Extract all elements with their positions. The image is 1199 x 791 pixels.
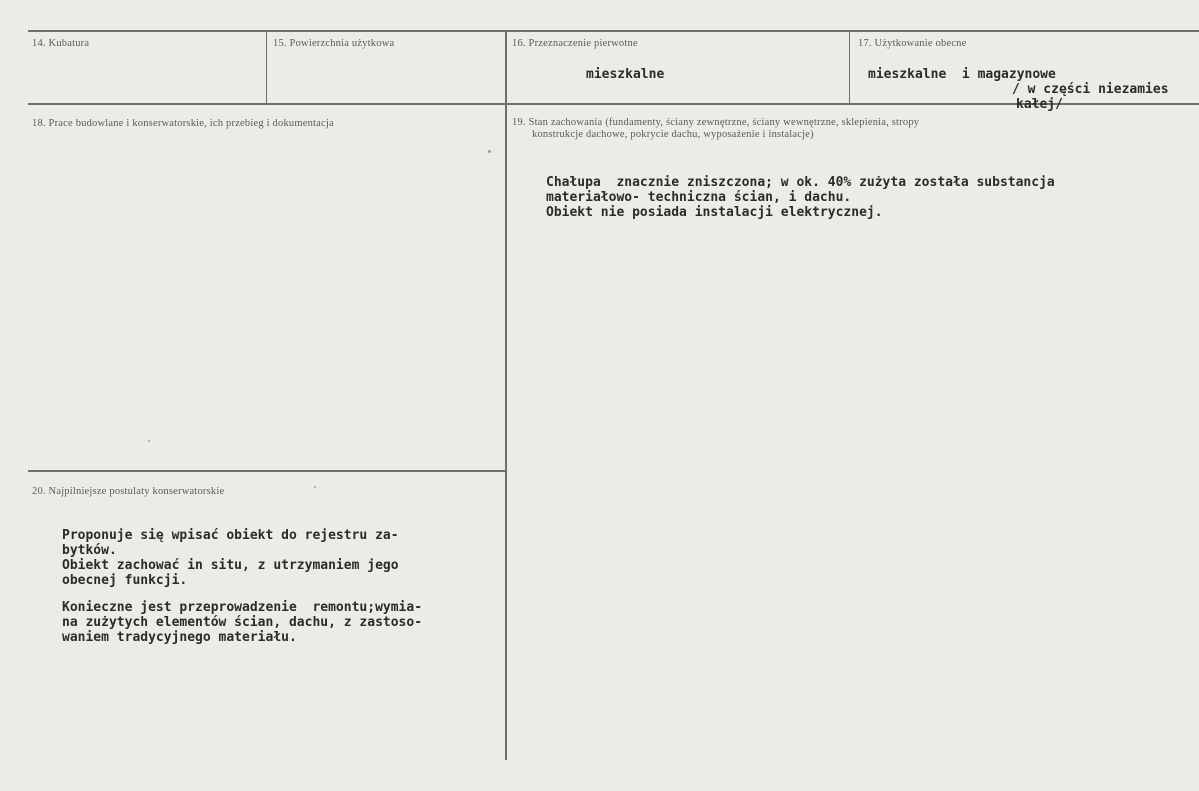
top-rule	[28, 30, 1199, 32]
field-17-value-line1: mieszkalne i magazynowe	[868, 67, 1056, 82]
divider-14-15	[266, 30, 267, 104]
field-19-label-line1: 19. Stan zachowania (fundamenty, ściany zewnętrzne, ściany wewnętrzne, sklepienia, stropy	[512, 117, 920, 128]
lower-left-rule	[28, 470, 507, 472]
field-16-value: mieszkalne	[586, 67, 665, 82]
field-15-label: 15. Powierzchnia użytkowa	[273, 38, 395, 49]
field-19-line-3: Obiekt nie posiada instalacji elektrycznej.	[546, 205, 883, 220]
field-20-line-2: bytków.	[62, 543, 117, 558]
field-17-value-line3: kałej/	[1016, 97, 1063, 112]
field-18-label: 18. Prace budowlane i konserwatorskie, ich przebieg i dokumentacja	[32, 118, 334, 129]
field-17-label: 17. Użytkowanie obecne	[858, 38, 967, 49]
field-19-line-2: materiałowo- techniczna ścian, i dachu.	[546, 190, 852, 205]
field-20-line-5: Konieczne jest przeprowadzenie remontu;wymia-	[62, 600, 423, 615]
field-20-line-4: obecnej funkcji.	[62, 573, 188, 588]
divider-16-17	[849, 30, 850, 104]
field-20-label: 20. Najpilniejsze postulaty konserwatorskie	[32, 486, 225, 497]
field-20-line-1: Proponuje się wpisać obiekt do rejestru za-	[62, 528, 399, 543]
field-20-line-3: Obiekt zachować in situ, z utrzymaniem jego	[62, 558, 399, 573]
field-19-label-line2: konstrukcje dachowe, pokrycie dachu, wyposażenie i instalacje)	[532, 129, 814, 140]
field-20-line-7: waniem tradycyjnego materiału.	[62, 630, 297, 645]
paper-speck	[314, 486, 316, 488]
field-20-line-6: na zużytych elementów ścian, dachu, z zastoso-	[62, 615, 423, 630]
field-17-value-line2: / w części niezamies	[1012, 82, 1169, 97]
divider-main	[505, 30, 507, 760]
paper-speck	[488, 150, 491, 153]
paper-speck	[148, 440, 150, 442]
field-16-label: 16. Przeznaczenie pierwotne	[512, 38, 638, 49]
field-14-label: 14. Kubatura	[32, 38, 90, 49]
field-19-line-1: Chałupa znacznie zniszczona; w ok. 40% zużyta została substancja	[546, 175, 1055, 190]
